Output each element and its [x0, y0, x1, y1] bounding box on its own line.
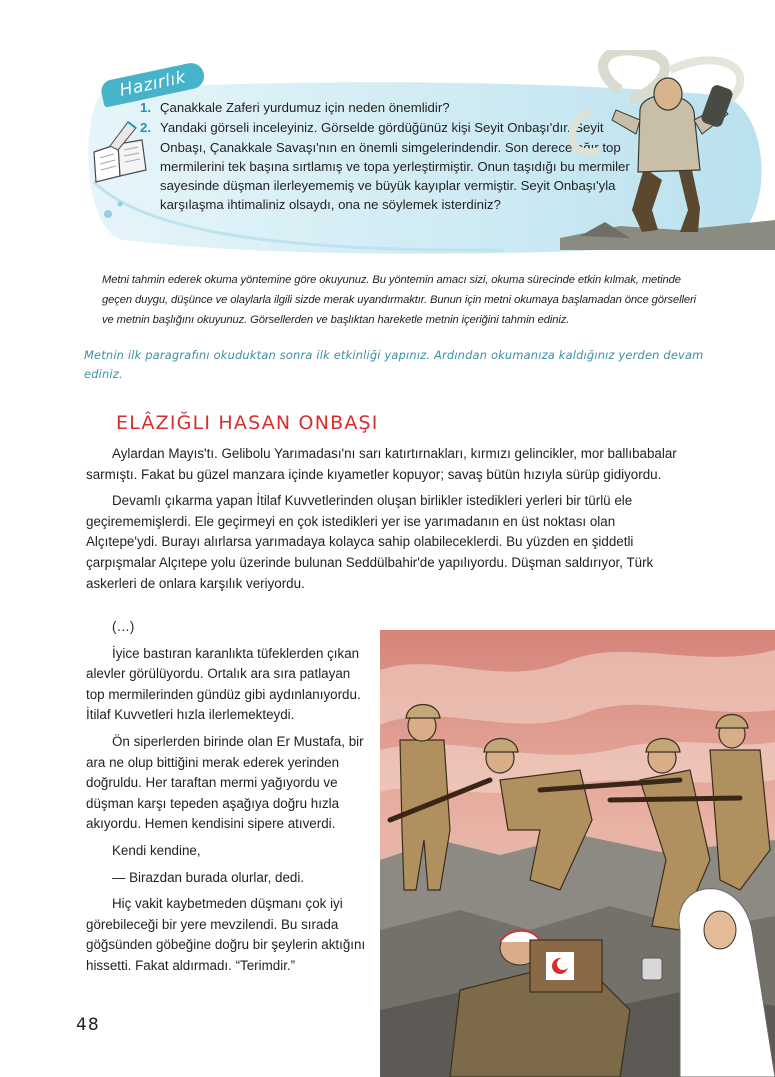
seyit-onbasi-illustration — [560, 50, 775, 250]
reading-instruction: Metni tahmin ederek okuma yöntemine göre okuyunuz. Bu yöntemin amacı sizi, okuma sürecinde etkin kılmak, metinde geçen duygu, düşünce ve olaylarla ilgili sizde merak uyandırmaktır. Bunun için metni okumaya başlamadan önce görselleri ve metnin başlığını okuyunuz. Görsellerden ve başlıktan hareketle metnin içeriğini tahmin ediniz. — [102, 274, 696, 326]
question-text: Çanakkale Zaferi yurdumuz için neden önemlidir? — [160, 100, 450, 115]
paragraph: İyice bastıran karanlıkta tüfeklerden çıkan alevler görülüyordu. Ortalık ara sıra patlayan top mermilerinden gündüz gibi aydınlanıyordu. İtilaf Kuvvetleri hızla ilerlemekteydi. — [86, 645, 361, 723]
story-body-full — [86, 444, 686, 600]
paragraph: — Birazdan burada olurlar, dedi. — [112, 869, 305, 885]
paragraph: Hiç vakit kaybetmeden düşmanı çok iyi görebileceği bir yere mevzilendi. Bu sırada göğsünden göbeğine doğru bir şeylerin aktığını hissetti. Fakat aldırmadı. “Terimdir.” — [86, 896, 366, 973]
paragraph: (…) — [112, 619, 135, 634]
battle-illustration — [380, 630, 775, 1077]
question-number: 1. — [140, 100, 151, 115]
paragraph: Devamlı çıkarma yapan İtilaf Kuvvetlerinden oluşan birlikler istedikleri yerleri bir türlü ele geçirememişlerdi. Ele geçirmeyi en çok istedikleri yer ise yarımadanın en üst noktası olan Alçıtepe'ydi. Burayı alırlarsa yarımadaya kolayca sahip olabileceklerdi. Bu yüzden en şiddetli çarpışmalar Alçıtepe yolu üzerinde bulunan Seddülbahir'de yapılıyordu. Düşman saldırıyor, Türk askerleri de onlara karşılık veriyordu. — [86, 493, 654, 591]
page-number: 48 — [76, 1015, 100, 1035]
story-title: ELÂZIĞLI HASAN ONBAŞI — [116, 412, 379, 434]
paragraph: Kendi kendine, — [112, 842, 201, 858]
prep-label: Hazırlık — [99, 61, 206, 108]
paragraph: Aylardan Mayıs'tı. Gelibolu Yarımadası'nı sarı katırtırnakları, kırmızı gelincikler, mor ballıbabalar sarmıştı. Fakat bu güzel manzara içinde kıyametler kopuyor; savaş bütün hızıyla sürüp gidiyordu. — [86, 446, 677, 482]
question-text: Yandaki görseli inceleyiniz. Görselde gördüğünüz kişi Seyit Onbaşı'dır. Seyit Onbaşı, Çanakkale Savaşı'nın en önemli simgelerindendir. Son derece ağır top mermilerini tek başına sırtlamış ve topa yerleştirmiştir. Onun taşıdığı bu mermiler sayesinde düşman ilerleyememiş ve büyük kayıplar vermiştir. Seyit Onbaşı'yla karşılaşma ihtimaliniz olsaydı, ona ne söylemek isterdiniz? — [160, 120, 630, 213]
story-body-narrow — [86, 617, 370, 983]
paragraph: Ön siperlerden birinde olan Er Mustafa, bir ara ne olup bittiğini merak ederek yerinden doğruldu. Her taraftan mermi yağıyordu ve düşman karşı tepeden aşağıya doğru hızla akıyordu. Hemen kendisini sipere atıverdi. — [86, 733, 364, 832]
question-number: 2. — [140, 120, 151, 136]
activity-note: Metnin ilk paragrafını okuduktan sonra ilk etkinliği yapınız. Ardından okumanıza kaldığınız yerden devam ediniz. — [84, 348, 704, 381]
